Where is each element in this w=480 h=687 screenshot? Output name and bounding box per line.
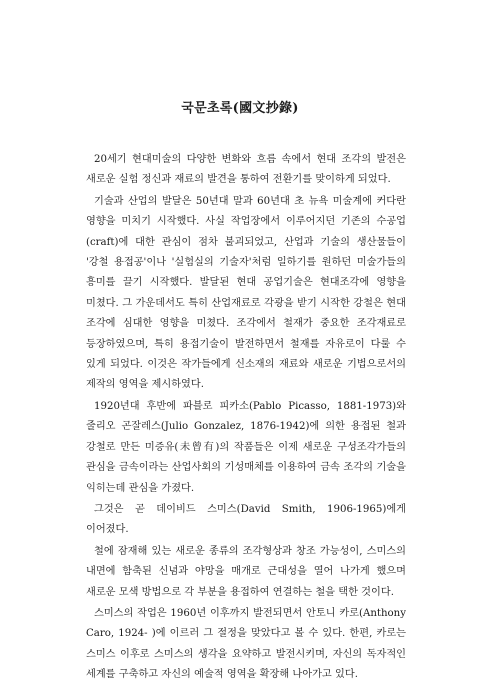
abstract-paragraph: 기술과 산업의 발달은 50년대 말과 60년대 초 뉴욕 미술계에 커다란 영향을 미치기 시작했다. 사실 작업장에서 이루어지던 기존의 수공업(craft)에 대한 관심이 점차 불괴되었고, 산업과 기술의 생산물들이 '강철 용접공'이나 '실험실의 기술자'처럼 일하기를 원하던 미술가들의 흥미를 끌기 시작했다. 발달된 현대 공업기술은 현대조각에 영향을 미쳤다. 그 가운데서도 특히 산업재료로 각광을 받기 시작한 강철은 현대 조각에 심대한 영향을 미쳤다. 조각에서 철재가 중요한 조각재료로 등장하였으며, 특히 용접기술이 발전하면서 철재를 자유로이 다룰 수 있게 되었다. 이것은 작가들에게 신소재의 재료와 새로운 기법으로서의 제작의 영역을 제시하였다.: [86, 195, 406, 391]
abstract-paragraph: 그것은 곧 데이비드 스미스(David Smith, 1906-1965)에게 이어졌다.: [86, 503, 406, 536]
abstract-paragraph: 1920년대 후반에 파블로 피카소(Pablo Picasso, 1881-1973)와 줄리오 곤잘레스(Julio Gonzalez, 1876-1942)에 의한 용접된 철과 강철로 만든 미증유(未曾有)의 작품들은 이제 새로운 구성조각가들의 관심을 금속이라는 산업사회의 기성매체를 이용하여 금속 조각의 기술을 익히는데 관심을 가졌다.: [86, 400, 406, 494]
abstract-body: [86, 150, 406, 687]
abstract-title: 국문초록(國文抄錄): [181, 101, 299, 116]
abstract-paragraph: 20세기 현대미술의 다양한 변화와 흐름 속에서 현대 조각의 발전은 새로운 실험 정신과 재료의 발견을 통하여 전환기를 맞이하게 되었다.: [86, 154, 406, 186]
abstract-paragraph: 철에 잠재해 있는 새로운 종류의 조각형상과 창조 가능성이, 스미스의 내면에 함축된 신념과 야망을 매개로 근대성을 열어 나가게 했으며 새로운 모색 방법으로 각 부분을 용접하여 연결하는 철을 택한 것이다.: [86, 545, 406, 598]
abstract-paragraph: 스미스의 작업은 1960년 이후까지 발전되면서 안토니 카로(Anthony Caro, 1924- )에 이르러 그 절정을 맞았다고 볼 수 있다. 한편, 카로는 스미스 이후로 스미스의 생각을 요약하고 발전시키며, 자신의 독자적인 세계를 구축하고 자신의 예술적 영역을 확장해 나아가고 있다.: [86, 607, 406, 681]
